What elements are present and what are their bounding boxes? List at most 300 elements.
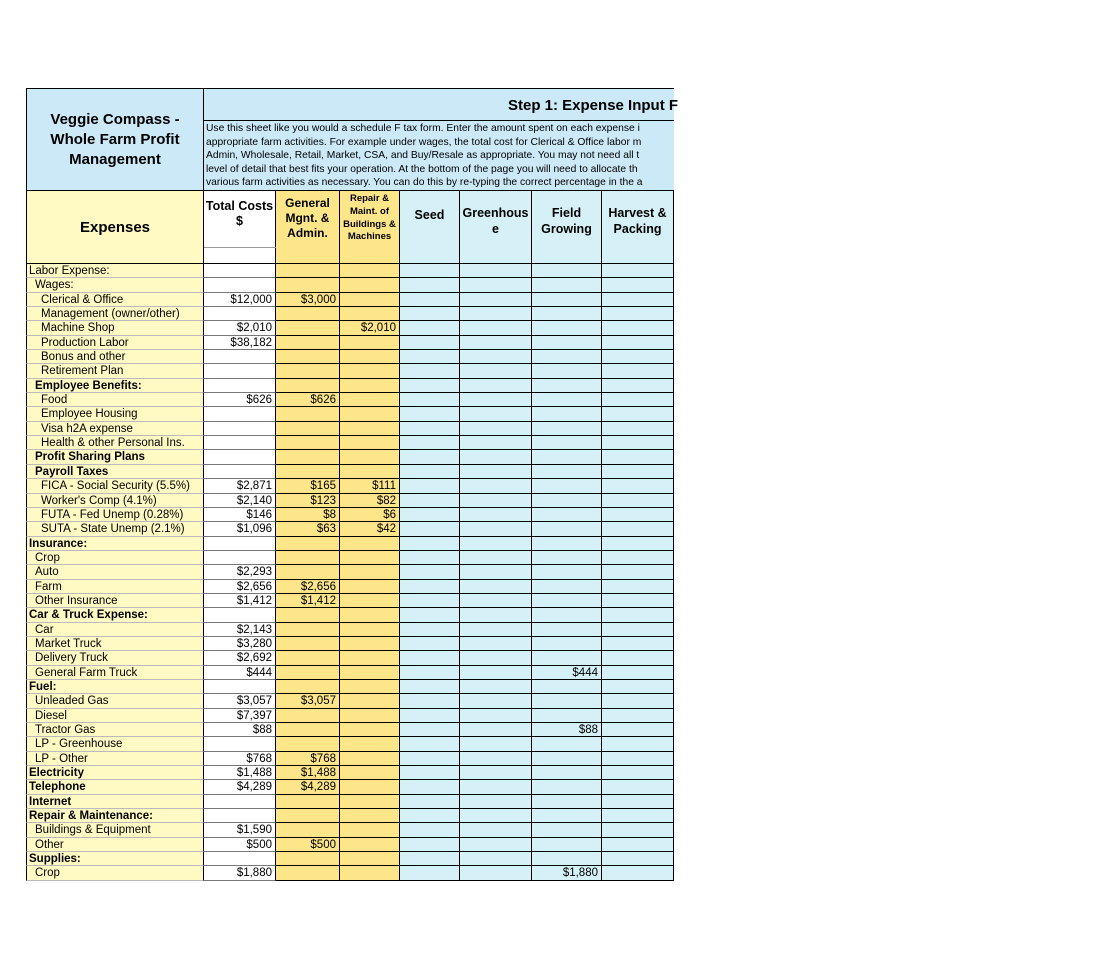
total-cost-cell[interactable]: $146 — [204, 508, 276, 522]
field-growing-cell[interactable] — [532, 608, 602, 622]
harvest-packing-cell[interactable] — [602, 651, 674, 665]
repair-maint-cell[interactable] — [340, 780, 400, 794]
harvest-packing-cell[interactable] — [602, 623, 674, 637]
seed-cell[interactable] — [400, 852, 460, 866]
total-cost-cell[interactable] — [204, 465, 276, 479]
total-cost-cell[interactable]: $1,096 — [204, 522, 276, 536]
greenhouse-cell[interactable] — [460, 795, 532, 809]
seed-cell[interactable] — [400, 565, 460, 579]
seed-cell[interactable] — [400, 795, 460, 809]
greenhouse-cell[interactable] — [460, 594, 532, 608]
seed-cell[interactable] — [400, 780, 460, 794]
general-admin-cell[interactable] — [276, 823, 340, 837]
general-admin-cell[interactable] — [276, 379, 340, 393]
field-growing-cell[interactable]: $444 — [532, 666, 602, 680]
seed-cell[interactable] — [400, 407, 460, 421]
general-admin-cell[interactable] — [276, 723, 340, 737]
general-admin-cell[interactable]: $4,289 — [276, 780, 340, 794]
greenhouse-cell[interactable] — [460, 852, 532, 866]
seed-cell[interactable] — [400, 307, 460, 321]
field-growing-cell[interactable] — [532, 780, 602, 794]
harvest-packing-cell[interactable] — [602, 838, 674, 852]
harvest-packing-cell[interactable] — [602, 307, 674, 321]
field-growing-cell[interactable] — [532, 479, 602, 493]
total-cost-cell[interactable]: $88 — [204, 723, 276, 737]
greenhouse-cell[interactable] — [460, 393, 532, 407]
total-cost-cell[interactable]: $3,280 — [204, 637, 276, 651]
seed-cell[interactable] — [400, 838, 460, 852]
repair-maint-cell[interactable] — [340, 336, 400, 350]
general-admin-cell[interactable] — [276, 321, 340, 335]
harvest-packing-cell[interactable] — [602, 594, 674, 608]
repair-maint-cell[interactable] — [340, 594, 400, 608]
repair-maint-cell[interactable] — [340, 666, 400, 680]
field-growing-cell[interactable] — [532, 364, 602, 378]
field-growing-cell[interactable]: $1,880 — [532, 866, 602, 880]
repair-maint-cell[interactable] — [340, 293, 400, 307]
general-admin-cell[interactable] — [276, 350, 340, 364]
harvest-packing-cell[interactable] — [602, 494, 674, 508]
field-growing-cell[interactable] — [532, 407, 602, 421]
harvest-packing-cell[interactable] — [602, 723, 674, 737]
general-admin-cell[interactable]: $63 — [276, 522, 340, 536]
harvest-packing-cell[interactable] — [602, 866, 674, 880]
total-cost-cell[interactable] — [204, 809, 276, 823]
greenhouse-cell[interactable] — [460, 680, 532, 694]
general-admin-cell[interactable] — [276, 465, 340, 479]
field-growing-cell[interactable] — [532, 494, 602, 508]
total-cost-cell[interactable]: $2,293 — [204, 565, 276, 579]
greenhouse-cell[interactable] — [460, 450, 532, 464]
greenhouse-cell[interactable] — [460, 809, 532, 823]
field-growing-cell[interactable] — [532, 680, 602, 694]
general-admin-cell[interactable] — [276, 565, 340, 579]
harvest-packing-cell[interactable] — [602, 565, 674, 579]
greenhouse-cell[interactable] — [460, 278, 532, 292]
total-cost-cell[interactable]: $2,010 — [204, 321, 276, 335]
repair-maint-cell[interactable] — [340, 465, 400, 479]
total-cost-cell[interactable] — [204, 737, 276, 751]
field-growing-cell[interactable] — [532, 752, 602, 766]
general-admin-cell[interactable] — [276, 364, 340, 378]
harvest-packing-cell[interactable] — [602, 537, 674, 551]
harvest-packing-cell[interactable] — [602, 508, 674, 522]
general-admin-cell[interactable] — [276, 709, 340, 723]
field-growing-cell[interactable] — [532, 823, 602, 837]
general-admin-cell[interactable] — [276, 336, 340, 350]
general-admin-cell[interactable] — [276, 623, 340, 637]
seed-cell[interactable] — [400, 364, 460, 378]
general-admin-cell[interactable]: $8 — [276, 508, 340, 522]
total-cost-cell[interactable] — [204, 307, 276, 321]
greenhouse-cell[interactable] — [460, 264, 532, 278]
seed-cell[interactable] — [400, 551, 460, 565]
seed-cell[interactable] — [400, 379, 460, 393]
total-cost-cell[interactable] — [204, 422, 276, 436]
seed-cell[interactable] — [400, 350, 460, 364]
repair-maint-cell[interactable] — [340, 809, 400, 823]
harvest-packing-cell[interactable] — [602, 780, 674, 794]
seed-cell[interactable] — [400, 594, 460, 608]
harvest-packing-cell[interactable] — [602, 393, 674, 407]
seed-cell[interactable] — [400, 823, 460, 837]
harvest-packing-cell[interactable] — [602, 278, 674, 292]
repair-maint-cell[interactable] — [340, 565, 400, 579]
greenhouse-cell[interactable] — [460, 422, 532, 436]
harvest-packing-cell[interactable] — [602, 407, 674, 421]
harvest-packing-cell[interactable] — [602, 680, 674, 694]
general-admin-cell[interactable] — [276, 637, 340, 651]
harvest-packing-cell[interactable] — [602, 809, 674, 823]
field-growing-cell[interactable] — [532, 350, 602, 364]
total-cost-cell[interactable]: $2,871 — [204, 479, 276, 493]
seed-cell[interactable] — [400, 866, 460, 880]
greenhouse-cell[interactable] — [460, 651, 532, 665]
repair-maint-cell[interactable] — [340, 866, 400, 880]
harvest-packing-cell[interactable] — [602, 321, 674, 335]
general-admin-cell[interactable] — [276, 422, 340, 436]
harvest-packing-cell[interactable] — [602, 336, 674, 350]
general-admin-cell[interactable]: $3,057 — [276, 694, 340, 708]
general-admin-cell[interactable]: $626 — [276, 393, 340, 407]
field-growing-cell[interactable] — [532, 264, 602, 278]
repair-maint-cell[interactable] — [340, 709, 400, 723]
repair-maint-cell[interactable] — [340, 580, 400, 594]
greenhouse-cell[interactable] — [460, 379, 532, 393]
harvest-packing-cell[interactable] — [602, 436, 674, 450]
total-cost-cell[interactable]: $4,289 — [204, 780, 276, 794]
repair-maint-cell[interactable] — [340, 737, 400, 751]
harvest-packing-cell[interactable] — [602, 823, 674, 837]
repair-maint-cell[interactable]: $2,010 — [340, 321, 400, 335]
field-growing-cell[interactable]: $88 — [532, 723, 602, 737]
repair-maint-cell[interactable] — [340, 264, 400, 278]
greenhouse-cell[interactable] — [460, 623, 532, 637]
general-admin-cell[interactable] — [276, 809, 340, 823]
seed-cell[interactable] — [400, 436, 460, 450]
general-admin-cell[interactable] — [276, 680, 340, 694]
repair-maint-cell[interactable]: $42 — [340, 522, 400, 536]
repair-maint-cell[interactable] — [340, 537, 400, 551]
harvest-packing-cell[interactable] — [602, 422, 674, 436]
greenhouse-cell[interactable] — [460, 465, 532, 479]
total-cost-cell[interactable]: $7,397 — [204, 709, 276, 723]
field-growing-cell[interactable] — [532, 694, 602, 708]
total-cost-cell[interactable]: $1,488 — [204, 766, 276, 780]
seed-cell[interactable] — [400, 709, 460, 723]
field-growing-cell[interactable] — [532, 307, 602, 321]
seed-cell[interactable] — [400, 522, 460, 536]
seed-cell[interactable] — [400, 623, 460, 637]
field-growing-cell[interactable] — [532, 637, 602, 651]
general-admin-cell[interactable] — [276, 551, 340, 565]
seed-cell[interactable] — [400, 723, 460, 737]
greenhouse-cell[interactable] — [460, 407, 532, 421]
total-cost-cell[interactable]: $768 — [204, 752, 276, 766]
general-admin-cell[interactable] — [276, 651, 340, 665]
general-admin-cell[interactable] — [276, 450, 340, 464]
greenhouse-cell[interactable] — [460, 608, 532, 622]
greenhouse-cell[interactable] — [460, 709, 532, 723]
repair-maint-cell[interactable] — [340, 551, 400, 565]
seed-cell[interactable] — [400, 494, 460, 508]
repair-maint-cell[interactable] — [340, 436, 400, 450]
total-cost-cell[interactable]: $500 — [204, 838, 276, 852]
general-admin-cell[interactable]: $1,412 — [276, 594, 340, 608]
greenhouse-cell[interactable] — [460, 780, 532, 794]
repair-maint-cell[interactable] — [340, 307, 400, 321]
harvest-packing-cell[interactable] — [602, 795, 674, 809]
harvest-packing-cell[interactable] — [602, 752, 674, 766]
field-growing-cell[interactable] — [532, 293, 602, 307]
field-growing-cell[interactable] — [532, 623, 602, 637]
repair-maint-cell[interactable] — [340, 795, 400, 809]
total-cost-cell[interactable] — [204, 450, 276, 464]
total-cost-cell[interactable] — [204, 795, 276, 809]
general-admin-cell[interactable]: $1,488 — [276, 766, 340, 780]
harvest-packing-cell[interactable] — [602, 666, 674, 680]
general-admin-cell[interactable] — [276, 307, 340, 321]
seed-cell[interactable] — [400, 450, 460, 464]
total-cost-cell[interactable] — [204, 436, 276, 450]
general-admin-cell[interactable]: $3,000 — [276, 293, 340, 307]
general-admin-cell[interactable] — [276, 264, 340, 278]
total-cost-cell[interactable] — [204, 680, 276, 694]
repair-maint-cell[interactable] — [340, 680, 400, 694]
greenhouse-cell[interactable] — [460, 694, 532, 708]
field-growing-cell[interactable] — [532, 580, 602, 594]
field-growing-cell[interactable] — [532, 450, 602, 464]
seed-cell[interactable] — [400, 694, 460, 708]
field-growing-cell[interactable] — [532, 422, 602, 436]
general-admin-cell[interactable]: $500 — [276, 838, 340, 852]
field-growing-cell[interactable] — [532, 537, 602, 551]
repair-maint-cell[interactable] — [340, 422, 400, 436]
general-admin-cell[interactable] — [276, 852, 340, 866]
repair-maint-cell[interactable] — [340, 379, 400, 393]
field-growing-cell[interactable] — [532, 551, 602, 565]
field-growing-cell[interactable] — [532, 278, 602, 292]
total-cost-cell[interactable]: $2,143 — [204, 623, 276, 637]
greenhouse-cell[interactable] — [460, 766, 532, 780]
field-growing-cell[interactable] — [532, 709, 602, 723]
repair-maint-cell[interactable] — [340, 407, 400, 421]
greenhouse-cell[interactable] — [460, 494, 532, 508]
harvest-packing-cell[interactable] — [602, 379, 674, 393]
general-admin-cell[interactable] — [276, 608, 340, 622]
greenhouse-cell[interactable] — [460, 723, 532, 737]
total-cost-cell[interactable]: $2,656 — [204, 580, 276, 594]
seed-cell[interactable] — [400, 293, 460, 307]
repair-maint-cell[interactable] — [340, 852, 400, 866]
field-growing-cell[interactable] — [532, 436, 602, 450]
repair-maint-cell[interactable]: $6 — [340, 508, 400, 522]
seed-cell[interactable] — [400, 479, 460, 493]
total-cost-cell[interactable] — [204, 551, 276, 565]
greenhouse-cell[interactable] — [460, 866, 532, 880]
repair-maint-cell[interactable] — [340, 623, 400, 637]
total-cost-cell[interactable] — [204, 364, 276, 378]
repair-maint-cell[interactable] — [340, 723, 400, 737]
general-admin-cell[interactable] — [276, 795, 340, 809]
total-cost-cell[interactable] — [204, 537, 276, 551]
total-cost-cell[interactable] — [204, 852, 276, 866]
harvest-packing-cell[interactable] — [602, 709, 674, 723]
field-growing-cell[interactable] — [532, 321, 602, 335]
field-growing-cell[interactable] — [532, 594, 602, 608]
repair-maint-cell[interactable] — [340, 823, 400, 837]
field-growing-cell[interactable] — [532, 809, 602, 823]
seed-cell[interactable] — [400, 321, 460, 335]
harvest-packing-cell[interactable] — [602, 608, 674, 622]
greenhouse-cell[interactable] — [460, 551, 532, 565]
total-cost-cell[interactable]: $3,057 — [204, 694, 276, 708]
field-growing-cell[interactable] — [532, 336, 602, 350]
general-admin-cell[interactable]: $123 — [276, 494, 340, 508]
harvest-packing-cell[interactable] — [602, 364, 674, 378]
harvest-packing-cell[interactable] — [602, 637, 674, 651]
greenhouse-cell[interactable] — [460, 838, 532, 852]
field-growing-cell[interactable] — [532, 795, 602, 809]
greenhouse-cell[interactable] — [460, 823, 532, 837]
field-growing-cell[interactable] — [532, 766, 602, 780]
field-growing-cell[interactable] — [532, 852, 602, 866]
general-admin-cell[interactable]: $768 — [276, 752, 340, 766]
total-cost-cell[interactable]: $1,880 — [204, 866, 276, 880]
general-admin-cell[interactable] — [276, 278, 340, 292]
greenhouse-cell[interactable] — [460, 350, 532, 364]
greenhouse-cell[interactable] — [460, 307, 532, 321]
harvest-packing-cell[interactable] — [602, 551, 674, 565]
total-cost-cell[interactable] — [204, 407, 276, 421]
repair-maint-cell[interactable]: $82 — [340, 494, 400, 508]
seed-cell[interactable] — [400, 737, 460, 751]
total-cost-cell[interactable]: $2,140 — [204, 494, 276, 508]
greenhouse-cell[interactable] — [460, 364, 532, 378]
seed-cell[interactable] — [400, 680, 460, 694]
total-cost-cell[interactable]: $12,000 — [204, 293, 276, 307]
repair-maint-cell[interactable] — [340, 450, 400, 464]
repair-maint-cell[interactable] — [340, 608, 400, 622]
seed-cell[interactable] — [400, 264, 460, 278]
seed-cell[interactable] — [400, 666, 460, 680]
greenhouse-cell[interactable] — [460, 508, 532, 522]
harvest-packing-cell[interactable] — [602, 694, 674, 708]
repair-maint-cell[interactable] — [340, 278, 400, 292]
repair-maint-cell[interactable] — [340, 752, 400, 766]
field-growing-cell[interactable] — [532, 393, 602, 407]
greenhouse-cell[interactable] — [460, 293, 532, 307]
general-admin-cell[interactable]: $2,656 — [276, 580, 340, 594]
greenhouse-cell[interactable] — [460, 479, 532, 493]
greenhouse-cell[interactable] — [460, 321, 532, 335]
harvest-packing-cell[interactable] — [602, 479, 674, 493]
total-cost-cell[interactable] — [204, 278, 276, 292]
harvest-packing-cell[interactable] — [602, 350, 674, 364]
total-cost-cell[interactable]: $444 — [204, 666, 276, 680]
greenhouse-cell[interactable] — [460, 336, 532, 350]
general-admin-cell[interactable] — [276, 737, 340, 751]
field-growing-cell[interactable] — [532, 838, 602, 852]
total-cost-cell[interactable]: $626 — [204, 393, 276, 407]
total-cost-cell[interactable] — [204, 264, 276, 278]
harvest-packing-cell[interactable] — [602, 293, 674, 307]
greenhouse-cell[interactable] — [460, 436, 532, 450]
greenhouse-cell[interactable] — [460, 580, 532, 594]
seed-cell[interactable] — [400, 336, 460, 350]
harvest-packing-cell[interactable] — [602, 264, 674, 278]
seed-cell[interactable] — [400, 422, 460, 436]
greenhouse-cell[interactable] — [460, 565, 532, 579]
harvest-packing-cell[interactable] — [602, 450, 674, 464]
seed-cell[interactable] — [400, 537, 460, 551]
field-growing-cell[interactable] — [532, 508, 602, 522]
repair-maint-cell[interactable] — [340, 838, 400, 852]
field-growing-cell[interactable] — [532, 651, 602, 665]
total-cost-cell[interactable]: $1,590 — [204, 823, 276, 837]
greenhouse-cell[interactable] — [460, 637, 532, 651]
greenhouse-cell[interactable] — [460, 666, 532, 680]
seed-cell[interactable] — [400, 651, 460, 665]
field-growing-cell[interactable] — [532, 522, 602, 536]
seed-cell[interactable] — [400, 809, 460, 823]
repair-maint-cell[interactable] — [340, 651, 400, 665]
repair-maint-cell[interactable] — [340, 350, 400, 364]
seed-cell[interactable] — [400, 608, 460, 622]
seed-cell[interactable] — [400, 465, 460, 479]
general-admin-cell[interactable]: $165 — [276, 479, 340, 493]
greenhouse-cell[interactable] — [460, 752, 532, 766]
repair-maint-cell[interactable] — [340, 364, 400, 378]
harvest-packing-cell[interactable] — [602, 737, 674, 751]
field-growing-cell[interactable] — [532, 379, 602, 393]
field-growing-cell[interactable] — [532, 737, 602, 751]
repair-maint-cell[interactable] — [340, 637, 400, 651]
harvest-packing-cell[interactable] — [602, 766, 674, 780]
repair-maint-cell[interactable]: $111 — [340, 479, 400, 493]
harvest-packing-cell[interactable] — [602, 522, 674, 536]
total-cost-cell[interactable]: $2,692 — [204, 651, 276, 665]
greenhouse-cell[interactable] — [460, 537, 532, 551]
general-admin-cell[interactable] — [276, 666, 340, 680]
seed-cell[interactable] — [400, 766, 460, 780]
greenhouse-cell[interactable] — [460, 522, 532, 536]
total-cost-cell[interactable]: $1,412 — [204, 594, 276, 608]
seed-cell[interactable] — [400, 637, 460, 651]
seed-cell[interactable] — [400, 752, 460, 766]
field-growing-cell[interactable] — [532, 565, 602, 579]
general-admin-cell[interactable] — [276, 537, 340, 551]
seed-cell[interactable] — [400, 580, 460, 594]
seed-cell[interactable] — [400, 393, 460, 407]
repair-maint-cell[interactable] — [340, 766, 400, 780]
harvest-packing-cell[interactable] — [602, 580, 674, 594]
harvest-packing-cell[interactable] — [602, 465, 674, 479]
seed-cell[interactable] — [400, 278, 460, 292]
general-admin-cell[interactable] — [276, 436, 340, 450]
harvest-packing-cell[interactable] — [602, 852, 674, 866]
repair-maint-cell[interactable] — [340, 393, 400, 407]
general-admin-cell[interactable] — [276, 407, 340, 421]
total-cost-cell[interactable]: $38,182 — [204, 336, 276, 350]
total-cost-cell[interactable] — [204, 608, 276, 622]
greenhouse-cell[interactable] — [460, 737, 532, 751]
repair-maint-cell[interactable] — [340, 694, 400, 708]
total-cost-cell[interactable] — [204, 350, 276, 364]
field-growing-cell[interactable] — [532, 465, 602, 479]
general-admin-cell[interactable] — [276, 866, 340, 880]
seed-cell[interactable] — [400, 508, 460, 522]
